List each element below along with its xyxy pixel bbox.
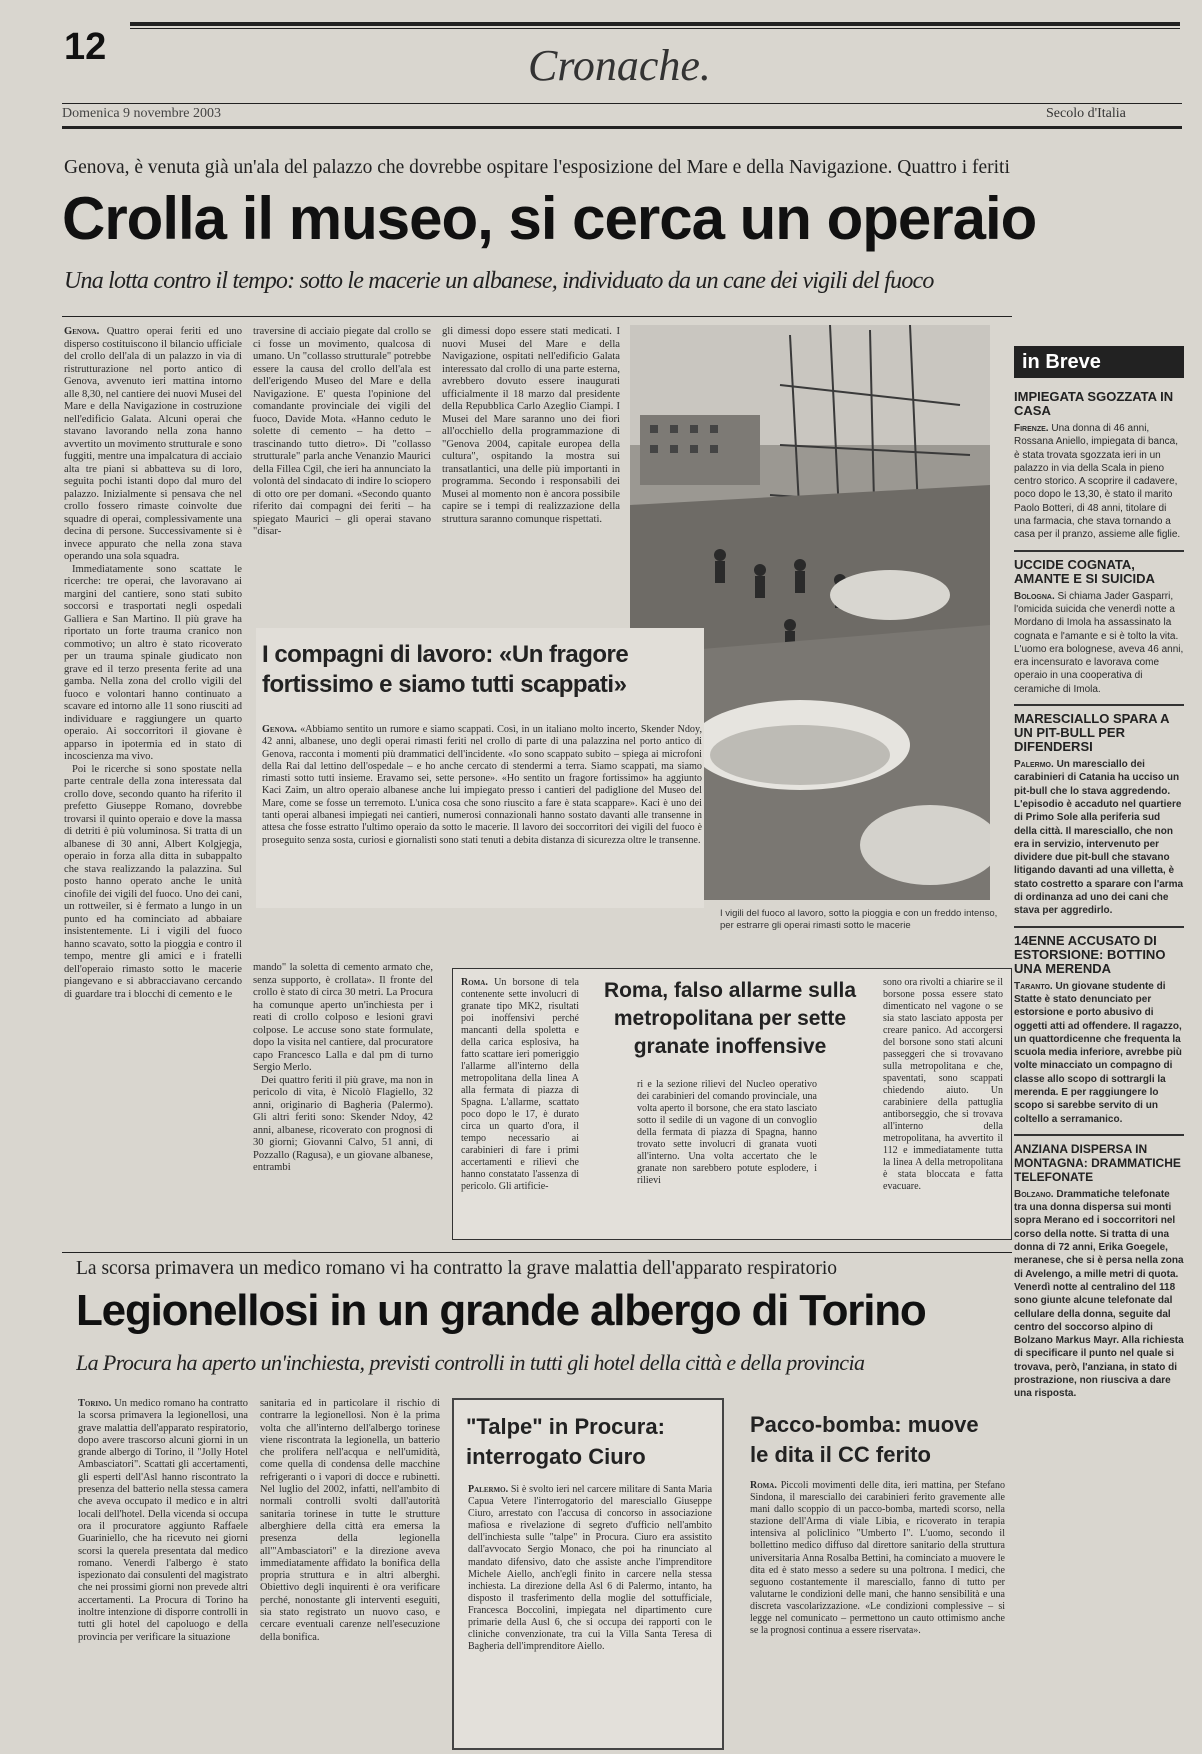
testimony-text: Genova. «Abbiamo sentito un rumore e siamo scappati. Così, in un italiano molto incerto, Skender Ndoy, 42 anni, albanese, uno degli operai rimasti feriti nel crollo di parte di una palazzina nel porto antico di Genova, racconta i momenti più drammatici dell'incidente. «Io sono scappato subito – spiega ai microfoni della Rai dal lettino dell'ospedale – e ho anche cercato di stendermi a terra. Siamo scappati, ma siamo rimasti sotto tutti insieme. Eravamo sei, sette persone». «Ho sentito un fragore fortissimo» ha aggiunto Kaci Zaim, un altro operaio albanese anche lui impiegato presso i cantieri del padiglione del Museo del Mare, come se fosse un terremoto. L'unica cosa che sono riuscito a fare è stata scappare». Kaci è uno dei tanti operai albanesi impiegati nei cantieri, numerosi connazionali hanno sostato davanti alle transenne in attesa che fosse estratto l'ultimo operaio da sotto le macerie. Il lavoro dei soccorritori dei vigili del fuoco è proseguito senza sosta, curiosi e giornalisti sono stati tenuti a debita distanza di sicurezza oltre le transenne. xyxy=(262,724,702,846)
brief-item: UCCIDE COGNATA, AMANTE E SI SUICIDA Bologna. Si chiama Jader Gasparri, l'omicida suicida che venerdì notte a Mordano di Imola ha assassinato la cognata e l'amante e si è tolto la vita. L'uomo era bolognese, aveva 46 anni, era incensurato e lavorava come operaio in una cooperativa di ceramiche di Imola. xyxy=(1014,556,1184,695)
brief-headline: ANZIANA DISPERSA IN MONTAGNA: DRAMMATICHE TELEFONATE xyxy=(1014,1141,1181,1184)
main-subheadline: Una lotta contro il tempo: sotto le macerie un albanese, individuato da un cane dei vigili del fuoco xyxy=(64,268,934,294)
page-header xyxy=(0,0,1202,140)
second-kicker: La scorsa primavera un medico romano vi ha contratto la grave malattia dell'apparato respiratorio xyxy=(76,1258,837,1279)
in-breve-title: in Breve xyxy=(1014,346,1184,378)
roma-alarm-box xyxy=(452,968,1012,1240)
second-headline: Legionellosi in un grande albergo di Torino xyxy=(76,1286,926,1335)
talpe-text: Palermo. Si è svolto ieri nel carcere militare di Santa Maria Capua Vetere l'interrogatorio del maresciallo Giuseppe Ciuro, arrestato con l'accusa di concorso in associazione mafiosa e rivelazione di segreto d'ufficio nell'ambito dell'inchiesta sulle "talpe" in Procura. Ciuro era assistito dall'avvocato Sergio Monaco, che poi ha rinunciato al mandato difensivo, dato che assiste anche l'imprenditore Michele Aiello, anch'egli finito in carcere nella stessa inchiesta. La direzione della Asl 6 di Palermo, intanto, ha disposto il trasferimento della moglie del sottufficiale, Francesca Boccolini, impiegata nel dipartimento cure primarie della Ausl 6, che si occupa dei rapporti con le cliniche convenzionate, tra cui la Villa Santa Teresa di Bagheria dell'imprenditore Aiello. xyxy=(468,1484,712,1653)
workers-testimony-box xyxy=(256,628,704,908)
main-headline: Crolla il museo, si cerca un operaio xyxy=(62,185,1037,252)
talpe-headline: "Talpe" in Procura: interrogato Ciuro xyxy=(466,1414,665,1469)
in-breve-sidebar xyxy=(1014,346,1184,1746)
second-story-column-1: Torino. Un medico romano ha contratto la scorsa primavera la legionellosi, una grave malattia dell'apparato respiratorio, dopo avere trascorso alcuni giorni in un grande albergo di Torino, il "Jolly Hotel Ambasciatori". Scattati gli accertamenti, gli esperti dell'Asl hanno riscontrato la presenza del batterio nella stessa camera che aveva occupato il medico e in altri locali dell'hotel. Della vicenda si occupa ora il procuratore aggiunto Raffaele Guariniello, che ha ricevuto nei giorni scorsi la querela presentata dal medico romano. Venerdì l'albergo è stato ispezionato dai consulenti del magistrato che nei prossimi giorni non prevede altri accertamenti. La Procura di Torino ha inoltre intenzione di disporre controlli in tutti gli hotel del capoluogo e della provincia per verificare la situazione xyxy=(78,1398,248,1643)
roma-column-3: sono ora rivolti a chiarire se il borsone possa essere stato dimenticato nel vagone o se sia stato lasciato apposta per creare panico. Ad accorgersi del borsone sono stati alcuni passeggeri che si trovavano sulla metropolitana e che, spaventati, sono scappati chiedendo aiuto. Un carabiniere della pattuglia antiborseggio, che si trovava all'interno della metropolitana, ha avvertito il 112 e immediatamente tutta la linea A della metropolitana è stata bloccata e fatta evacuare. xyxy=(883,977,1003,1192)
roma-headline: Roma, falso allarme sulla metropolitana per sette granate inoffensive xyxy=(603,979,857,1058)
newspaper-name: Secolo d'Italia xyxy=(1046,106,1126,121)
brief-item: ANZIANA DISPERSA IN MONTAGNA: DRAMMATICHE TELEFONATE Bolzano. Drammatiche telefonate tra una donna dispersa sui monti sopra Merano ed i soccorritori nel corso della notte. Si tratta di una donna di 72 anni, Erika Goegele, meranese, che si è persa nella zona di Avelengo, a mille metri di quota. Venerdì notte al centralino del 118 sono giunte alcune telefonate dal cellulare della donna, seguite dal centro del soccorso alpino di Bolzano Markus Mayr. Alla richiesta di specificare il punto nel quale si trovava, però, l'anziana, in stato di prostrazione, non riusciva a dare una risposta. xyxy=(1014,1141,1184,1400)
issue-date: Domenica 9 novembre 2003 xyxy=(62,106,222,121)
brief-headline: MARESCIALLO SPARA A UN PIT-BULL PER DIFENDERSI xyxy=(1014,711,1170,755)
page-number: 12 xyxy=(64,26,107,68)
second-subheadline: La Procura ha aperto un'inchiesta, previsti controlli in tutti gli hotel della città e della provincia xyxy=(76,1350,865,1375)
pacco-text: Roma. Piccoli movimenti delle dita, ieri mattina, per Stefano Sindona, il maresciallo dei carabinieri ferito gravemente alle mani dallo scoppio di un pacco-bomba, martedì scorso, nella stazione dell'Arma di viale Libia, e ricoverato in terapia intensiva al policlinico "Umberto I". L'uomo, secondo il bollettino medico diffuso dal direttore sanitario della struttura universitaria Anna Rosalba Bettini, ha cominciato a muovere le dita ed è stato messo a sedere su una poltrona. I medici, che seguono costantemente il maresciallo, fanno di tutto per valutarne le condizioni delle mani, che hanno sensibilità e una discreta vascolarizzazione. «Le condizioni complessive – si legge nel comunicato – permettono un cauto ottimismo anche se la prognosi continua a essere riservata». xyxy=(750,1480,1005,1637)
main-story-column-2: traversine di acciaio piegate dal crollo se ci fosse un movimento, qualcosa di umano. Un "collasso strutturale" potrebbe essere la causa del crollo dell'ala est dell'erigendo Museo del Mare e della Navigazione. E' questa l'opinione del comandante provinciale dei vigili del fuoco, Davide Mota. «Hanno ceduto le solette di cemento – ha detto – trascinando tutto dietro». Di "collasso strutturale" parla anche Venanzio Maurici della Fillea Cgil, che ieri ha annunciato la volontà del sindacato di indire lo sciopero di otto ore per domani. «Secondo quanto riferito dai compagni dei feriti – ha spiegato Maurici – gli operai stavano "disar- xyxy=(253,326,431,537)
roma-column-2: ri e la sezione rilievi del Nucleo operativo dei carabinieri del comando provinciale, una volta aperto il borsone, che era stato lasciato sotto il sedile di un vagone di un convoglio della fermata di piazza di Spagna, hanno trovato sette involucri di granata vuoti all'interno. Una volta accertato che le granate non sarebbero potute esplodere, i rilievi xyxy=(637,1079,817,1186)
brief-item: 14ENNE ACCUSATO DI ESTORSIONE: BOTTINO UNA MERENDA Taranto. Un giovane studente di Statte è stato denunciato per estorsione e porto abusivo di oggetti atti ad offendere. Il ragazzo, un quattordicenne che frequenta la scuola media inferiore, avrebbe più volte minacciato un compagno di classe allo scopo di sottrargli la merenda. E per raggiungere lo scopo si sarebbe servito di un coltello a serramanico. xyxy=(1014,934,1184,1126)
brief-headline: UCCIDE COGNATA, AMANTE E SI SUICIDA xyxy=(1014,556,1155,586)
main-story-column-1: Genova. Quattro operai feriti ed uno disperso costituiscono il bilancio ufficiale del crollo dell'ala di un palazzo in via di ristrutturazione nel porto antico di Genova, avvenuto ieri mattina intorno alle 8,30, nel cantiere dei nuovi Musei del Mare e della Navigazione in costruzione nell'edificio Galata. Alcuni operai che stavano lavorando nella zona hanno avvertito un movimento strutturale e sono fuggiti, mentre una impalcatura di acciaio alta tre piani si abbatteva su di loro, seguita pochi istanti dopo dal muro del palazzo. Inizialmente si pensava che nel crollo fossero rimaste coinvolte due squadre di operai, complessivamente una decina di persone. Successivamente si è invece appurato che nella zona stava operando una sola squadra. Immediatamente sono scattate le ricerche: tre operai, che lavoravano ai margini del cantiere, sono stati subito soccorsi e trasportati negli ospedali Galliera e San Martino. Il più grave ha riportato un forte trauma cranico non commotivo; un altro è stato ricoverato per un trauma spinale giudicato non grave ed il terzo presenta ferite ad una gamba. Nella zona del crollo vigili del fuoco e volontari hanno continuato a scavare ed intorno alle 11 sono riusciti ad individuare e raggiungere un quarto operaio. Ai soccorritori il giovane è apparso in ipotermia ed in stato di incoscienza ma vivo. Poi le ricerche si sono spostate nella parte centrale della zona interessata dal crollo dove, secondo quanto ha riferito il prefetto Giuseppe Romano, dovrebbe trovarsi il quinto operaio e dove la massa di detriti è più voluminosa. Si tratta di un albanese di 30 anni, Albert Kolgjegja, operaio in forza alla ditta in subappalto che stava realizzando la palazzina. Sul posto hanno operato anche le unità cinofile dei vigili del fuoco. Uno dei cani, un rottweiler, si è fermato a lungo in un punto ed ha cominciato ad abbaiare insistentemente. Li i vigili del fuoco hanno scavato, sotto la pioggia e contro il tempo, mentre gli amici e i fratelli dell'operaio rimasto sotto le macerie piangevano e si abbracciavano cercando di guardare tra i blocchi di cemento e le xyxy=(64,326,242,1000)
main-story-column-4: mando" la soletta di cemento armato che, senza supporto, è crollata». Il fronte del crollo è stato di circa 30 metri. La Procura ha comunque aperto un'inchiesta per i reati di crollo colposo e lesioni gravi colpose. Le accuse sono state formulate, dopo la visita nel cantiere, dal procuratore capo Francesco Lalla e dal pm di turno Sergio Merlo. Dei quattro feriti il più grave, ma non in pericolo di vita, è Nicolò Flagiello, 32 anni, originario di Bagheria (Palermo). Gli altri feriti sono: Skender Ndoy, 42 anni, albanese, ricoverato con prognosi di 30 giorni; Giovanni Calvo, 51 anni, di Pozzallo (Ragusa), e un giovane albanese, entrambi xyxy=(253,962,433,1173)
main-kicker: Genova, è venuta già un'ala del palazzo che dovrebbe ospitare l'esposizione del Mare e della Navigazione. Quattro i feriti xyxy=(64,157,1010,178)
roma-column-1: Roma. Un borsone di tela contenente sette involucri di granate tipo MK2, risultati poi inoffensivi perché mancanti della spoletta e della carica esplosiva, ha fatto scattare ieri pomeriggio l'allarme all'interno della metropolitana della linea A alla fermata di piazza di Spagna. L'allarme, scattato poco dopo le 17, è durato circa un quarto d'ora, il tempo necessario ai carabinieri di fare i primi accertamenti e rilievi che hanno constatato l'assenza di pericolo. Gli artificie- xyxy=(461,977,579,1192)
section-title: Cronache. xyxy=(528,41,711,90)
photo-caption: I vigili del fuoco al lavoro, sotto la pioggia e con un freddo intenso, per estrarre gli operai rimasti sotto le macerie xyxy=(720,908,998,931)
brief-item: MARESCIALLO SPARA A UN PIT-BULL PER DIFENDERSI Palermo. Un maresciallo dei carabinieri di Catania ha ucciso un pit-bull che lo stava aggredendo. L'episodio è accaduto nel quartiere di Primo Sole alla periferia sud della città. Il maresciallo, che non era in servizio, intervenuto per dividere due pit-bull che stavano litigando davanti ad una villetta, è stato costretto a sparare con l'arma di ordinanza ad uno dei cani che stava per aggredirlo. xyxy=(1014,711,1184,917)
brief-headline: 14ENNE ACCUSATO DI ESTORSIONE: BOTTINO UNA MERENDA xyxy=(1014,932,1166,976)
main-story-column-3: gli dimessi dopo essere stati medicati. I nuovi Musei del Mare e della Navigazione, ospitati nell'edificio Galata interessato dal crollo di una parte esterna, avrebbero dovuto essere inaugurati ufficialmente il 18 marzo dal presidente della Repubblica Carlo Azeglio Ciampi. I Musei del Mare saranno uno dei fiori all'occhiello della programmazione di "Genova 2004, capitale europea della cultura", ospitando la mostra sui transatlantici, una delle più importanti in programma. Secondo i responsabili dei Musei al momento non è ancora possibile capire se i tempi di realizzazione della struttura saranno comunque rispettati. xyxy=(442,326,620,525)
brief-headline: IMPIEGATA SGOZZATA IN CASA xyxy=(1014,389,1174,418)
talpe-box xyxy=(452,1398,724,1750)
testimony-headline: I compagni di lavoro: «Un fragore fortissimo e siamo tutti scappati» xyxy=(262,641,629,698)
brief-item: IMPIEGATA SGOZZATA IN CASA Firenze. Una donna di 46 anni, Rossana Aniello, impiegata di banca, è stata trovata sgozzata ieri in un palazzo in via della Scala in pieno centro storico. A scoprire il cadavere, poco dopo le 13,30, è stato il marito Paolo Botteri, di 48 anni, titolare di una farmacia, che stava tornando a casa per il pranzo, assieme alle figlie. xyxy=(1014,390,1184,542)
pacco-headline: Pacco-bomba: muove le dita il CC ferito xyxy=(750,1412,979,1467)
second-story-column-2: sanitaria ed in particolare il rischio di contrarre la legionellosi. Non è la prima volta che all'interno dell'albergo torinese viene riscontrata la legionella, un batterio che prolifera nell'acqua e nell'umidità, come quella di condensa delle macchine refrigeranti o i vapori di docce e rubinetti. Nel luglio del 2002, infatti, nell'ambito di normali controlli svolti dall'autorità sanitaria torinese in tutte le strutture alberghiere della città era emersa la presenza della legionella all'"Ambasciatori" e la direzione aveva immediatamente affidato la bonifica della propria struttura e in altri alberghi. Obiettivo degli inquirenti è ora verificare perché, nonostante gli interventi eseguiti, sia stato registrato un nuovo caso, e cercare eventuali carenze nell'esecuzione della bonifica. xyxy=(260,1398,440,1643)
